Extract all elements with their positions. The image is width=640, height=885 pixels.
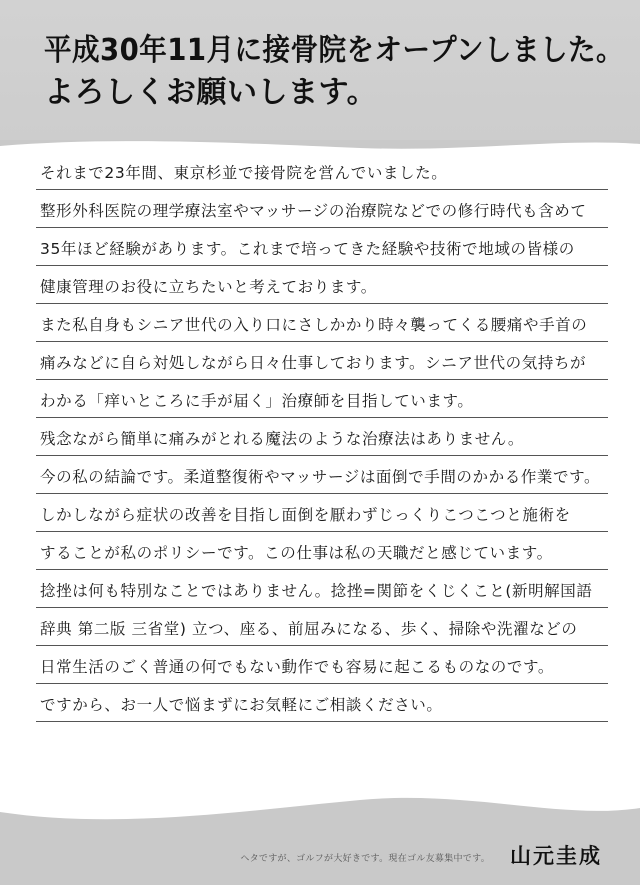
ruled-line <box>36 342 608 380</box>
body-text-line: ですから、お一人で悩まずにお気軽にご相談ください。 <box>40 696 443 714</box>
page-title <box>44 30 624 114</box>
body-text-line: 35年ほど経験があります。これまで培ってきた経験や技術で地域の皆様の <box>40 240 575 258</box>
ruled-line <box>36 570 608 608</box>
ruled-line <box>36 266 608 304</box>
body-text-line: することが私のポリシーです。この仕事は私の天職だと感じています。 <box>40 544 553 562</box>
letter-body <box>36 152 608 722</box>
title-line-2: よろしくお願いします。 <box>44 75 378 110</box>
body-text-line: 整形外科医院の理学療法室やマッサージの治療院などでの修行時代も含めて <box>40 202 587 220</box>
title-line-1: 平成30年11月に接骨院をオープンしました。 <box>44 33 624 68</box>
ruled-line <box>36 608 608 646</box>
body-text-line: 健康管理のお役に立ちたいと考えております。 <box>40 278 377 296</box>
body-text-line: 痛みなどに自ら対処しながら日々仕事しております。シニア世代の気持ちが <box>40 354 587 372</box>
body-text-line: 捻挫は何も特別なことではありません。捻挫=関節をくじくこと(新明解国語 <box>40 582 593 600</box>
footer-note: ヘタですが、ゴルフが大好きです。現在ゴル友募集中です。 <box>240 854 490 864</box>
ruled-line <box>36 228 608 266</box>
signature: 山元圭成 <box>510 844 602 868</box>
ruled-line <box>36 304 608 342</box>
body-text-line: 日常生活のごく普通の何でもない動作でも容易に起こるものなのです。 <box>40 658 554 676</box>
body-text-line: 辞典 第二版 三省堂) 立つ、座る、前屈みになる、歩く、掃除や洗濯などの <box>40 620 578 638</box>
body-text-line: また私自身もシニア世代の入り口にさしかかり時々襲ってくる腰痛や手首の <box>40 316 588 334</box>
body-text-line: しかしながら症状の改善を目指し面倒を厭わずじっくりこつこつと施術を <box>40 506 571 524</box>
ruled-line <box>36 190 608 228</box>
ruled-line <box>36 380 608 418</box>
body-text-line: それまで23年間、東京杉並で接骨院を営んでいました。 <box>40 164 448 182</box>
body-text-line: 残念ながら簡単に痛みがとれる魔法のような治療法はありません。 <box>40 430 524 448</box>
ruled-line <box>36 646 608 684</box>
footer <box>0 830 640 885</box>
ruled-line <box>36 456 608 494</box>
body-text-line: 今の私の結論です。柔道整復術やマッサージは面倒で手間のかかる作業です。 <box>40 468 601 486</box>
ruled-line <box>36 152 608 190</box>
ruled-line <box>36 532 608 570</box>
letter-paper <box>0 140 640 830</box>
body-text-line: わかる「痒いところに手が届く」治療師を目指しています。 <box>40 392 474 410</box>
ruled-line <box>36 684 608 722</box>
ruled-line <box>36 494 608 532</box>
ruled-line <box>36 418 608 456</box>
